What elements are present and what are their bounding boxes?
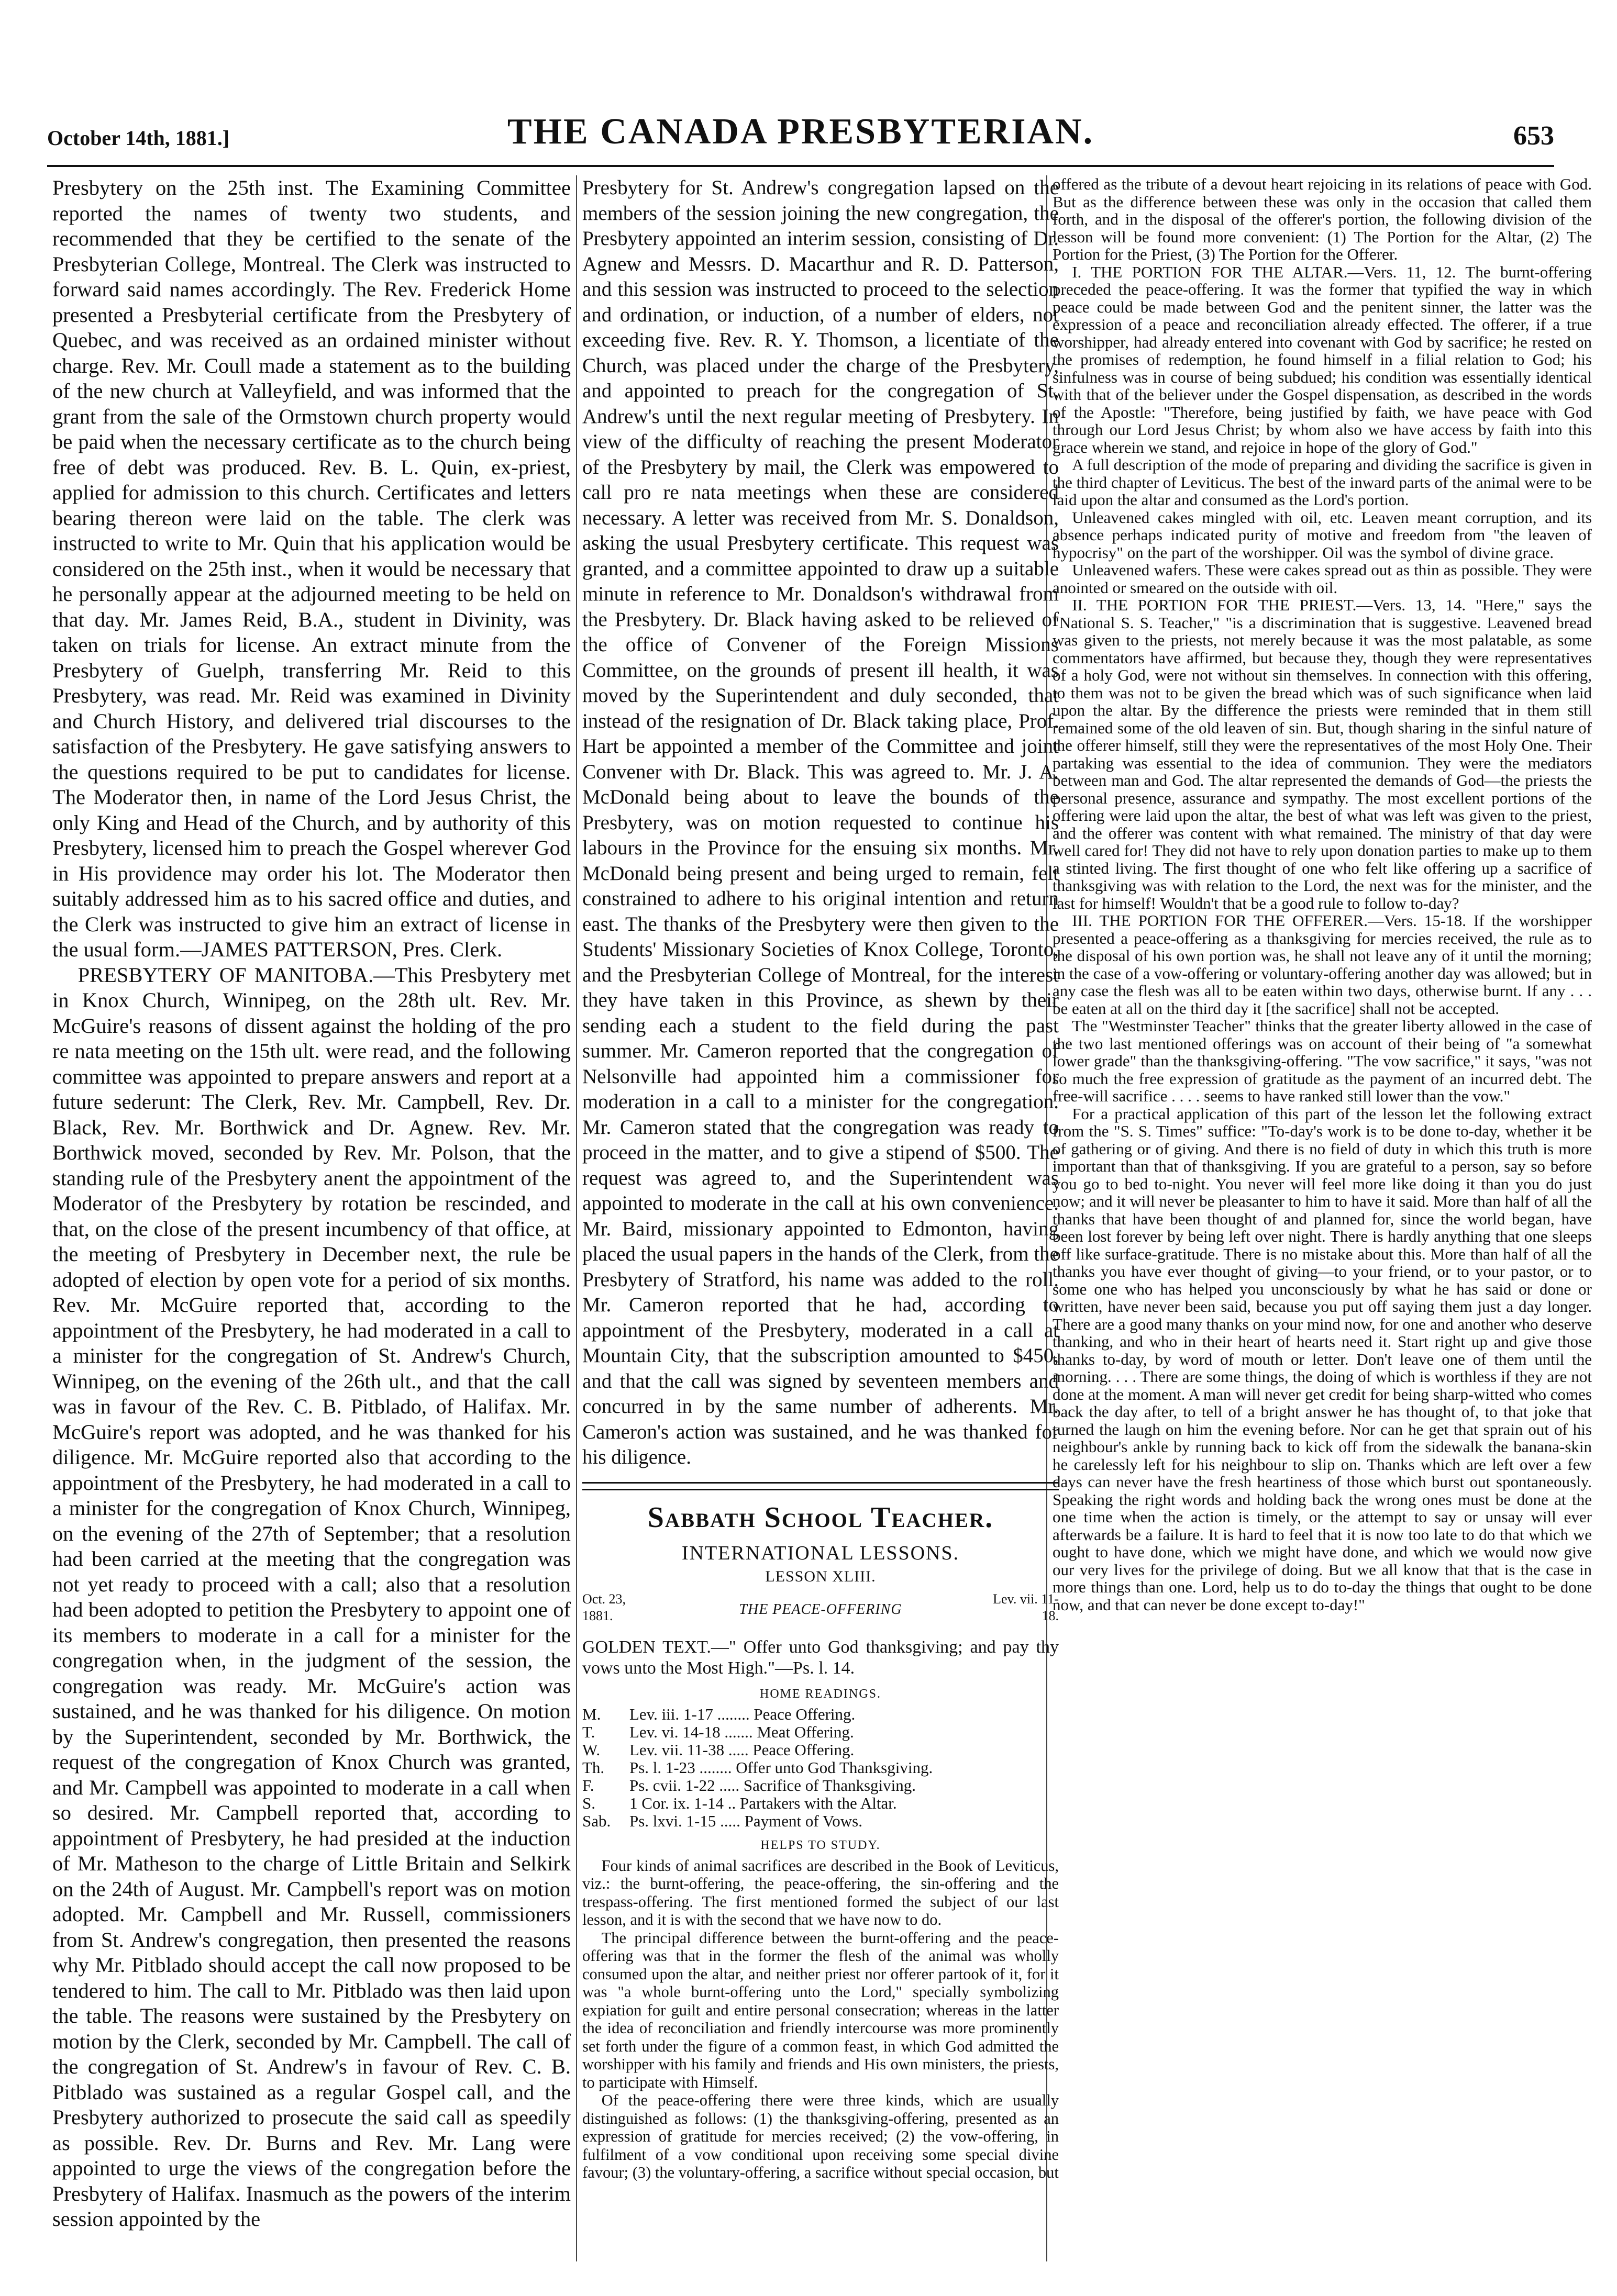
lesson-header xyxy=(582,1591,1059,1633)
lesson-paragraph: Unleavened cakes mingled with oil, etc. Leaven meant corruption, and its absence perhaps indicated purity of motive and freedom from "the leaven of hypocrisy" on the part of the worshipper. Oil was the symbol of divine grace. xyxy=(1053,508,1592,562)
masthead-rule xyxy=(47,165,1554,167)
reading-row xyxy=(582,1706,1059,1723)
reading-day: S. xyxy=(582,1793,595,1812)
reading-day: W. xyxy=(582,1740,601,1759)
reading-ref: Ps. lxvi. 1-15 ..... Payment of Vows. xyxy=(629,1811,862,1830)
article-paragraph: Presbytery for St. Andrew's congregation lapsed on the members of the session joining the new congregation, the Presbytery appointed an interim session, consisting of Dr. Agnew and Messrs. D. Macarthur and R. D. Patterson, and this session was instructed to proceed to the selection and ordination, or induction, of a number of elders, not exceeding five. Rev. R. Y. Thomson, a licentiate of the Church, was placed under the charge of the Presbytery, and appointed to preach for the congregation of St. Andrew's until the next regular meeting of Presbytery. In view of the difficulty of reaching the present Moderator of the Presbytery by mail, the Clerk was empowered to call pro re nata meetings when these are considered necessary. A letter was received from Mr. S. Donaldson, asking the usual Presbytery certificate. This request was granted, and a committee appointed to draw up a suitable minute in reference to Mr. Donaldson's withdrawal from the Presbytery. Dr. Black having asked to be relieved of the office of Convener of the Foreign Missions Committee, on the grounds of present ill health, it was moved by the Superintendent and duly seconded, that instead of the resignation of Dr. Black taking place, Prof. Hart be appointed a member of the Committee and joint Convener with Dr. Black. This was agreed to. Mr. J. A. McDonald being about to leave the bounds of the Presbytery, was on motion requested to continue his labours in the Province for the ensuing six months. Mr. McDonald being present and being urged to remain, felt constrained to adhere to his original intention and return east. The thanks of the Presbytery were then given to the Students' Missionary Societies of Knox College, Toronto, and the Presbyterian College of Montreal, for the interest they have taken in this Province, as shewn by their sending each a student to the field during the past summer. Mr. Cameron reported that the congregation of Nelsonville had appointed him a commissioner for moderation in a call to a minister for the congregation. Mr. Cameron stated that the congregation was ready to proceed in the matter, and to give a stipend of $500. The request was agreed to, and the Superintendent was appointed to moderate in the call at his own convenience. Mr. Baird, missionary appointed to Edmonton, having placed the usual papers in the hands of the Clerk, from the Presbytery of Stratford, his name was added to the roll. Mr. Cameron reported that he had, according to appointment of the Presbytery, moderated in a call at Mountain City, that the subscription amounted to $450, and that the call was signed by seventeen members and concurred in by the same number of adherents. Mr. Cameron's action was sustained, and he was thanked for his diligence. xyxy=(582,176,1059,1468)
reading-ref: Lev. vii. 11-38 ..... Peace Offering. xyxy=(629,1740,855,1759)
reading-row xyxy=(582,1812,1059,1830)
helps-heading: HELPS TO STUDY. xyxy=(760,1838,881,1852)
lesson-paragraph: III. THE PORTION FOR THE OFFERER.—Vers. 15-18. If the worshipper presented a peace-offering as a thanksgiving for mercies received, the rule as to the disposal of his own portion was, he shall not leave any of it until the morning; in the case of a vow-offering or voluntary-offering another day was allowed; but in any case the flesh was all to be eaten within two days, otherwise burnt. If any . . . be eaten at all on the third day it [the sacrifice] shall not be accepted. xyxy=(1053,911,1592,1018)
article-paragraph: PRESBYTERY OF MANITOBA.—This Presbytery met in Knox Church, Winnipeg, on the 28th ult. Rev. Mr. McGuire's reasons of dissent against the holding of the pro re nata meeting on the 15th ult. were read, and the following committee was appointed to prepare answers and report at a future sederunt: The Clerk, Rev. Mr. Campbell, Rev. Dr. Black, Rev. Mr. Borthwick and Dr. Agnew. Rev. Mr. Borthwick moved, seconded by Rev. Mr. Polson, that the standing rule of the Presbytery anent the appointment of the Moderator of the Presbytery by rotation be rescinded, and that, on the close of the present incumbency of that office, at the meeting of Presbytery in December next, the rule be adopted of election by open vote for a period of six months. Rev. Mr. McGuire reported that, according to the appointment of the Presbytery, he had moderated in a call to a minister for the congregation of St. Andrew's Church, Winnipeg, on the evening of the 26th ult., and that the call was in favour of the Rev. C. B. Pitblado, of Halifax. Mr. McGuire's report was adopted, and he was thanked for his diligence. Mr. McGuire reported also that according to the appointment of the Presbytery, he had moderated in a call to a minister for the congregation of Knox Church, Winnipeg, on the evening of the 27th of September; that a resolution had been carried at the meeting that the congregation was not yet ready to proceed with a call; also that a resolution had been adopted to petition the Presbytery to appoint one of its members to moderate in a call for a minister for the congregation when, in the judgment of the session, the congregation was ready. Mr. McGuire's action was sustained, and he was thanked for his diligence. On motion by the Superintendent, seconded by Mr. Borthwick, the request of the congregation of Knox Church was granted, and Mr. Campbell was appointed to moderate in a call when so desired. Mr. Campbell reported that, according to appointment of Presbytery, he had presided at the induction of Mr. Matheson to the charge of Little Britain and Selkirk on the 24th of August. Mr. Campbell's report was on motion adopted. Mr. Campbell and Mr. Russell, commissioners from St. Andrew's congregation, then presented the reasons why Mr. Pitblado should accept the call now proposed to be tendered to him. The call to Mr. Pitblado was then laid upon the table. The reasons were sustained by the Presbytery on motion by the Clerk, seconded by Mr. Campbell. The call of the congregation of St. Andrew's in favour of Rev. C. B. Pitblado was sustained as a regular Gospel call, and the Presbytery authorized to prosecute the said call as speedily as possible. Rev. Dr. Burns and Rev. Mr. Lang were appointed to urge the views of the congregation before the Presbytery of Halifax. Inasmuch as the powers of the interim session appointed by the xyxy=(52,963,571,2231)
column-2 xyxy=(582,175,1059,2264)
reading-ref: Lev. vi. 14-18 ....... Meat Offering. xyxy=(629,1722,854,1741)
reading-day: Sab. xyxy=(582,1811,611,1830)
reading-row xyxy=(582,1795,1059,1812)
lesson-number: LESSON XLIII. xyxy=(765,1567,876,1585)
reading-row xyxy=(582,1741,1059,1759)
reading-row xyxy=(582,1777,1059,1795)
lesson-paragraph: A full description of the mode of preparing and dividing the sacrifice is given in the third chapter of Leviticus. The best of the inward parts of the animal were to be laid upon the altar and consumed as the Lord's portion. xyxy=(1053,455,1592,509)
home-readings-list xyxy=(582,1706,1059,1830)
column-divider-1 xyxy=(576,175,577,2261)
reading-ref: Ps. cvii. 1-22 ..... Sacrifice of Thanksgiving. xyxy=(629,1776,916,1795)
lesson-paragraph: offered as the tribute of a devout heart rejoicing in its relations of peace with God. But as the difference between these was only in the occasion that called them forth, and in the disposal of the offerer's portion, the following division of the lesson will be found more convenient: (1) The Portion for the Altar, (2) The Portion for the Priest, (3) The Portion for the Offerer. xyxy=(1053,175,1592,263)
article-paragraph: Presbytery on the 25th inst. The Examining Committee reported the names of twenty two students, and recommended that they be certified to the senate of the Presbyterian College, Montreal. The Clerk was instructed to forward said names accordingly. The Rev. Frederick Home presented a Presbyterial certificate from the Presbytery of Quebec, and was received as an ordained minister without charge. Rev. Mr. Coull made a statement as to the building of the new church at Valleyfield, and was informed that the grant from the sale of the Ormstown church property would be paid when the necessary certificate as to the church being free of debt was produced. Rev. B. L. Quin, ex-priest, applied for admission to this church. Certificates and letters bearing thereon were laid on the table. The clerk was instructed to write to Mr. Quin that his application would be considered on the 25th inst., when it would be necessary that he personally appear at the adjourned meeting to be held on that day. Mr. James Reid, B.A., student in Divinity, was taken on trials for license. An extract minute from the Presbytery of Guelph, transferring Mr. Reid to this Presbytery, was read. Mr. Reid was examined in Divinity and Church History, and delivered trial discourses to the satisfaction of the Presbytery. He gave satisfying answers to the questions required to be put to candidates for license. The Moderator then, in name of the Lord Jesus Christ, the only King and Head of the Church, and by authority of this Presbytery, licensed him to preach the Gospel wherever God in His providence may order his lot. The Moderator then suitably addressed him as to his sacred office and duties, and the Clerk was instructed to give him an extract of license in the usual form.—JAMES PATTERSON, Pres. Clerk. xyxy=(52,176,571,961)
reading-day: F. xyxy=(582,1776,594,1795)
section-divider xyxy=(582,1482,1059,1490)
reading-ref: Lev. iii. 1-17 ........ Peace Offering. xyxy=(629,1704,856,1723)
lesson-paragraph: Unleavened wafers. These were cakes spread out as thin as possible. They were anointed or smeared on the outside with oil. xyxy=(1053,561,1592,597)
lesson-paragraph: For a practical application of this part of the lesson let the following extract from the "S. S. Times" suffice: "To-day's work is to be done to-day, whether it be of gathering or of giving. And there is no field of duty in which this truth is more important than that of thanksgiving. If you are grateful to a person, say so before you go to bed to-night. You never will feel more like doing it than you do just now; and it will never be pleasanter to him to have it said. More than half of all the thanks that have been thought of and planned for, since the world began, have been lost forever by being left over night. There is hardly anything that one sleeps off like surface-gratitude. There is no mistake about this. More than half of all the thanks you have ever thought of giving—to your friend, or to your pastor, or to some one who has helped you unconsciously by what he has said or done or written, have never been said, because you put off saying them just a day longer. There are a good many thanks on your mind now, for one and another who deserve thanking, and who in their heart of hearts need it. Start right up and give those thanks to-day, by word of mouth or letter. Don't leave one of them until the morning. . . . There are some things, the doing of which is worthless if they are not done at the moment. A man will never get credit for being sharp-witted who comes back the day after, to tell of a bright answer he has thought of, to that joke that turned the laugh on him the evening before. Nor can he get that sprain out of his neighbour's ankle by running back to kick off from the sidewalk the banana-skin he carelessly left for his neighbour to slip on. Thanks which are left over a few days can never have the fresh heartiness of those which burst out spontaneously. Speaking the right words and holding back the wrong ones must be done at the one time when the action is timely, or the attempt to say or unsay will ever afterwards be a failure. It is hard to feel that it is now too late to do that which we ought to have done, which we might have done, and which we would now give our very lives for the privilege of doing. But we all know that that is the case in more things than one. Lord, help us to do to-day the things that ought to be done now, and that can never be done except to-day!" xyxy=(1053,1104,1592,1614)
masthead xyxy=(47,111,1554,161)
newspaper-title: THE CANADA PRESBYTERIAN. xyxy=(507,112,1094,152)
reading-day: T. xyxy=(582,1722,595,1741)
reading-row xyxy=(582,1759,1059,1777)
lesson-paragraph: I. THE PORTION FOR THE ALTAR.—Vers. 11, 12. The burnt-offering preceded the peace-offering. It was the former that typified the way in which peace could be made between God and the penitent sinner, the latter was the expression of a peace and reconciliation already effected. The offerer, if a true worshipper, had already entered into covenant with God by sacrifice; he rested on the promises of redemption, he found himself in a filial relation to God; his sinfulness was in course of being subdued; his condition was essentially identical with that of the believer under the Gospel dispensation, as described in the words of the Apostle: "Therefore, being justified by faith, we have peace with God through our Lord Jesus Christ; by whom also we have access by faith into this grace wherein we stand, and rejoice in hope of the glory of God." xyxy=(1053,262,1592,456)
page-number: 653 xyxy=(1513,121,1554,151)
lesson-paragraph: II. THE PORTION FOR THE PRIEST.—Vers. 13, 14. "Here," says the "National S. S. Teacher," "is a discrimination that is suggestive. Leavened bread was given to the priests, not merely because it was the most palatable, as some commentators have affirmed, but because they, though they were representatives of a holy God, were not without sin themselves. In connection with this offering, to them was not to be given the bread which was of such significance when laid upon the altar. By the difference the priests were reminded that in them still remained some of the old leaven of sin. But, though sharing in the sinful nature of the offerer himself, still they were the representatives of the most Holy One. Their partaking was essential to the idea of communion. They were the mediators between man and God. The altar represented the demands of God—the priests the personal presence, assurance and sympathy. The most excellent portions of the offering were laid upon the altar, the best of what was left was given to the priest, and the offerer was content with what remained. The ministry of that day were well cared for! They did not have to rely upon donation parties to make up to them a stinted living. The first thought of one who felt like offering up a sacrifice of thanksgiving was with relation to the Lord, the next was for the minister, and the last for himself! Wouldn't that be a good rule to follow to-day? xyxy=(1053,596,1592,912)
helps-paragraph: Four kinds of animal sacrifices are described in the Book of Leviticus, viz.: the burnt-offering, the peace-offering, the sin-offering and the trespass-offering. The first mentioned formed the subject of our last lesson, and it is with the second that we have now to do. xyxy=(582,1856,1059,1929)
reading-row xyxy=(582,1723,1059,1741)
reading-ref: Ps. l. 1-23 ........ Offer unto God Thanksgiving. xyxy=(629,1758,933,1777)
reading-ref: 1 Cor. ix. 1-14 .. Partakers with the Altar. xyxy=(629,1793,897,1812)
lesson-reference: Lev. vii. 11-18. xyxy=(993,1591,1059,1623)
reading-day: M. xyxy=(582,1704,601,1723)
home-readings-heading: HOME READINGS. xyxy=(760,1687,881,1701)
golden-text: GOLDEN TEXT.—" Offer unto God thanksgiving; and pay thy vows unto the Most High."—Ps. l. 14. xyxy=(582,1637,1059,1678)
lesson-paragraph: The "Westminster Teacher" thinks that the greater liberty allowed in the case of the two last mentioned offerings was on account of their being of "a somewhat lower grade" than the thanksgiving-offering. "The vow sacrifice," it says, "was not so much the free expression of gratitude as the payment of an incurred debt. The free-will sacrifice . . . . seems to have ranked still lower than the vow." xyxy=(1053,1017,1592,1105)
lesson-date: Oct. 23, 1881. xyxy=(582,1591,626,1623)
column-1 xyxy=(52,175,571,2264)
issue-date: October 14th, 1881.] xyxy=(47,126,230,150)
column-3 xyxy=(1053,175,1592,2264)
helps-paragraph: The principal difference between the burnt-offering and the peace-offering was that in the former the flesh of the animal was wholly consumed upon the altar, and neither priest nor offerer partook of it, for it was "a whole burnt-offering unto the Lord," specially symbolizing expiation for guilt and entire personal consecration; whereas in the latter the idea of reconciliation and friendly intercourse was more prominently set forth under the figure of a common feast, in which God admitted the worshipper with his family and friends and His own ministers, the priests, to participate with Himself. xyxy=(582,1929,1059,2091)
lesson-title: THE PEACE-OFFERING xyxy=(739,1601,902,1618)
sabbath-school-heading: Sabbath School Teacher. xyxy=(647,1501,994,1534)
helps-paragraph: Of the peace-offering there were three kinds, which are usually distinguished as follows: (1) the thanksgiving-offering, presented as an expression of gratitude for mercies received; (2) the vow-offering, in fulfilment of a vow conditional upon receiving some special divine favour; (3) the voluntary-offering, a sacrifice without special occasion, but xyxy=(582,2091,1059,2181)
reading-day: Th. xyxy=(582,1758,605,1777)
international-lessons-heading: INTERNATIONAL LESSONS. xyxy=(681,1542,960,1564)
